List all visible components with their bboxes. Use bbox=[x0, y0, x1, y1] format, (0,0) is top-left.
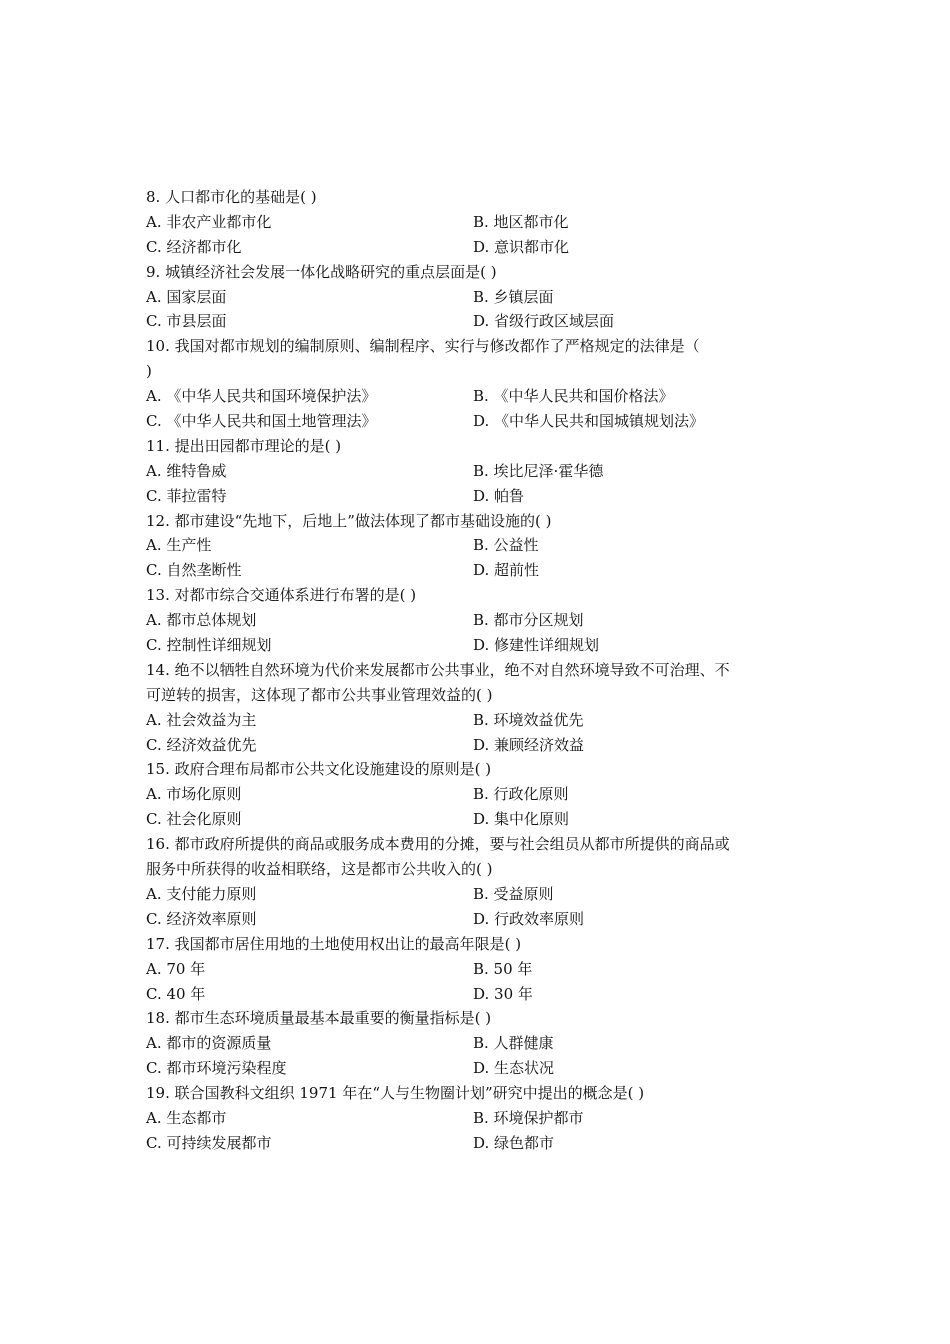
answer-option: D. 帕鲁 bbox=[473, 486, 525, 505]
question-stem-line: 12. 都市建设“先地下，后地上”做法体现了都市基础设施的( ) bbox=[146, 511, 552, 530]
option-row bbox=[146, 309, 816, 334]
answer-option: C. 40 年 bbox=[146, 984, 206, 1003]
question-stem-line: 可逆转的损害，这体现了都市公共事业管理效益的( ) bbox=[146, 685, 493, 704]
question-list bbox=[146, 185, 816, 1156]
answer-option: A. 都市总体规划 bbox=[146, 611, 257, 630]
answer-option: C. 经济效益优先 bbox=[146, 735, 257, 754]
answer-option: D. 兼顾经济效益 bbox=[473, 735, 585, 754]
option-row bbox=[146, 533, 816, 558]
option-row bbox=[146, 384, 816, 409]
answer-option: B. 《中华人民共和国价格法》 bbox=[473, 387, 674, 406]
question-stem-line: 14. 绝不以牺牲自然环境为代价来发展都市公共事业，绝不对自然环境导致不可治理、不 bbox=[146, 660, 730, 679]
question-block bbox=[146, 434, 816, 509]
question-block bbox=[146, 932, 816, 1007]
answer-option: C. 社会化原则 bbox=[146, 810, 242, 829]
question-stem-line: ) bbox=[146, 362, 152, 381]
answer-option: A. 维特鲁威 bbox=[146, 461, 227, 480]
answer-option: C. 《中华人民共和国土地管理法》 bbox=[146, 412, 377, 431]
answer-option: A. 生产性 bbox=[146, 536, 212, 555]
question-block bbox=[146, 757, 816, 832]
option-row bbox=[146, 1031, 816, 1056]
question-stem-line: 17. 我国都市居住用地的土地使用权出让的最高年限是( ) bbox=[146, 934, 522, 953]
answer-option: A. 社会效益为主 bbox=[146, 710, 257, 729]
option-row bbox=[146, 608, 816, 633]
answer-option: B. 50 年 bbox=[473, 959, 533, 978]
option-row bbox=[146, 782, 816, 807]
question-stem-line: 9. 城镇经济社会发展一体化战略研究的重点层面是( ) bbox=[146, 262, 497, 281]
answer-option: C. 可持续发展都市 bbox=[146, 1133, 272, 1152]
question-stem-line: 11. 提出田园都市理论的是( ) bbox=[146, 436, 342, 455]
option-row bbox=[146, 558, 816, 583]
answer-option: D. 省级行政区域层面 bbox=[473, 312, 615, 331]
question-block bbox=[146, 658, 816, 758]
answer-option: B. 乡镇层面 bbox=[473, 287, 554, 306]
answer-option: A. 70 年 bbox=[146, 959, 206, 978]
question-stem-line: 8. 人口都市化的基础是( ) bbox=[146, 188, 317, 206]
answer-option: A. 非农产业都市化 bbox=[146, 212, 272, 231]
answer-option: A. 国家层面 bbox=[146, 287, 227, 306]
option-row bbox=[146, 210, 816, 235]
question-block bbox=[146, 509, 816, 584]
option-row bbox=[146, 957, 816, 982]
answer-option: C. 经济都市化 bbox=[146, 237, 242, 256]
option-row bbox=[146, 733, 816, 758]
option-row bbox=[146, 907, 816, 932]
question-stem-line: 19. 联合国教科文组织 1971 年在“人与生物圈计划”研究中提出的概念是( ) bbox=[146, 1084, 645, 1103]
question-block bbox=[146, 832, 816, 932]
answer-option: A. 支付能力原则 bbox=[146, 884, 257, 903]
answer-option: C. 市县层面 bbox=[146, 312, 227, 331]
option-row bbox=[146, 484, 816, 509]
question-stem-line: 服务中所获得的收益相联络，这是都市公共收入的( ) bbox=[146, 860, 493, 879]
answer-option: A. 都市的资源质量 bbox=[146, 1034, 272, 1053]
answer-option: C. 自然垄断性 bbox=[146, 561, 242, 580]
question-block bbox=[146, 185, 816, 260]
answer-option: D. 意识都市化 bbox=[473, 237, 570, 256]
question-stem-line: 15. 政府合理布局都市公共文化设施建设的原则是( ) bbox=[146, 760, 492, 779]
option-row bbox=[146, 882, 816, 907]
option-row bbox=[146, 235, 816, 260]
option-row bbox=[146, 807, 816, 832]
answer-option: C. 都市环境污染程度 bbox=[146, 1059, 287, 1078]
question-stem-line: 16. 都市政府所提供的商品或服务成本费用的分摊，要与社会组员从都市所提供的商品或 bbox=[146, 835, 730, 854]
question-stem-line: 10. 我国对都市规划的编制原则、编制程序、实行与修改都作了严格规定的法律是（ bbox=[146, 337, 700, 356]
answer-option: B. 人群健康 bbox=[473, 1034, 554, 1053]
answer-option: D. 生态状况 bbox=[473, 1059, 555, 1078]
question-block bbox=[146, 260, 816, 335]
option-row bbox=[146, 708, 816, 733]
answer-option: D. 《中华人民共和国城镇规划法》 bbox=[473, 412, 705, 431]
option-row bbox=[146, 1131, 816, 1156]
option-row bbox=[146, 409, 816, 434]
answer-option: B. 地区都市化 bbox=[473, 212, 569, 231]
question-block bbox=[146, 1006, 816, 1081]
option-row bbox=[146, 285, 816, 310]
answer-option: C. 经济效率原则 bbox=[146, 909, 257, 928]
answer-option: D. 绿色都市 bbox=[473, 1133, 555, 1152]
answer-option: A. 生态都市 bbox=[146, 1108, 227, 1127]
question-block bbox=[146, 583, 816, 658]
option-row bbox=[146, 982, 816, 1007]
answer-option: D. 超前性 bbox=[473, 561, 540, 580]
answer-option: B. 环境保护都市 bbox=[473, 1108, 584, 1127]
answer-option: C. 控制性详细规划 bbox=[146, 636, 272, 655]
answer-option: B. 受益原则 bbox=[473, 884, 554, 903]
answer-option: D. 行政效率原则 bbox=[473, 909, 585, 928]
answer-option: D. 集中化原则 bbox=[473, 810, 570, 829]
answer-option: D. 30 年 bbox=[473, 984, 533, 1003]
option-row bbox=[146, 1056, 816, 1081]
answer-option: A. 《中华人民共和国环境保护法》 bbox=[146, 387, 377, 406]
answer-option: B. 环境效益优先 bbox=[473, 710, 584, 729]
answer-option: A. 市场化原则 bbox=[146, 785, 242, 804]
question-stem-line: 18. 都市生态环境质量最基本最重要的衡量指标是( ) bbox=[146, 1009, 492, 1028]
question-stem-line: 13. 对都市综合交通体系进行布署的是( ) bbox=[146, 586, 417, 605]
option-row bbox=[146, 1106, 816, 1131]
answer-option: B. 都市分区规划 bbox=[473, 611, 584, 630]
question-block bbox=[146, 1081, 816, 1156]
question-block bbox=[146, 334, 816, 434]
answer-option: C. 菲拉雷特 bbox=[146, 486, 227, 505]
answer-option: B. 埃比尼泽·霍华德 bbox=[473, 461, 604, 480]
answer-option: B. 公益性 bbox=[473, 536, 539, 555]
option-row bbox=[146, 633, 816, 658]
option-row bbox=[146, 459, 816, 484]
answer-option: B. 行政化原则 bbox=[473, 785, 569, 804]
answer-option: D. 修建性详细规划 bbox=[473, 636, 600, 655]
